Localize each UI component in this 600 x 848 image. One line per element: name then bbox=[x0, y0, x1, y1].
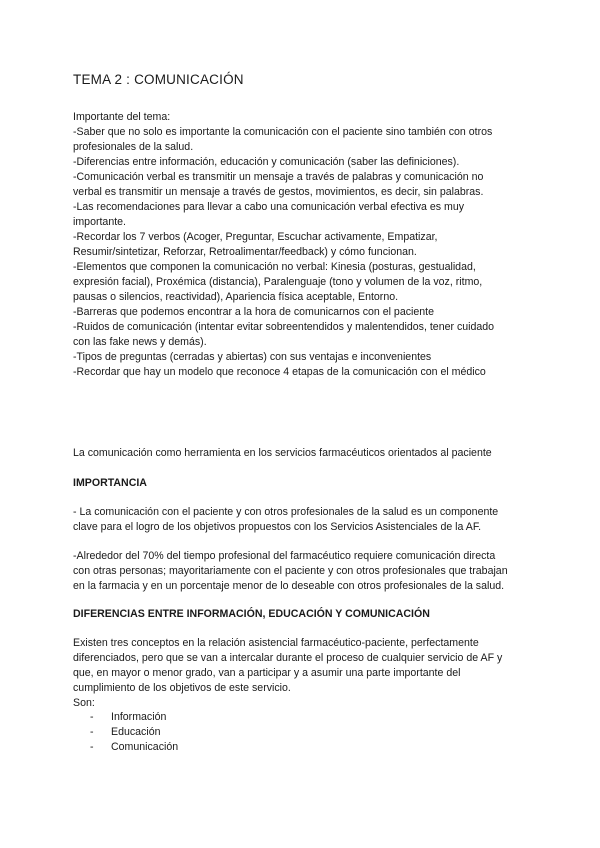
paragraph-line: Existen tres conceptos en la relación asistencial farmacéutico-paciente, perfectamente bbox=[73, 637, 479, 649]
list-item bbox=[90, 740, 178, 755]
list-item bbox=[90, 725, 178, 740]
paragraph-line: con otras personas; mayoritariamente con el paciente y con otros profesionales que trabajan bbox=[73, 565, 508, 577]
important-line: Resumir/sintetizar, Reforzar, Retroalimentar/feedback) y cómo funcionan. bbox=[73, 246, 417, 258]
importancia-paragraph-2 bbox=[73, 549, 533, 594]
important-line: -Ruidos de comunicación (intentar evitar sobreentendidos y malentendidos, tener cuidado bbox=[73, 321, 495, 333]
page-title: TEMA 2 : COMUNICACIÓN bbox=[73, 72, 244, 87]
important-line: -Recordar los 7 verbos (Acoger, Preguntar, Escuchar activamente, Empatizar, bbox=[73, 231, 438, 243]
diferencias-paragraph bbox=[73, 636, 533, 711]
important-line: verbal es transmitir un mensaje a través de gestos, movimientos, es decir, sin palabras. bbox=[73, 186, 484, 198]
important-line: importante. bbox=[73, 216, 126, 228]
paragraph-line: - La comunicación con el paciente y con otros profesionales de la salud es un componente bbox=[73, 506, 499, 518]
paragraph-line: -Alrededor del 70% del tiempo profesional del farmacéutico requiere comunicación directa bbox=[73, 550, 496, 562]
important-line: profesionales de la salud. bbox=[73, 141, 194, 153]
important-label: Importante del tema: bbox=[73, 111, 171, 123]
important-line: -Recordar que hay un modelo que reconoce 4 etapas de la comunicación con el médico bbox=[73, 366, 486, 378]
list-item bbox=[90, 710, 178, 725]
paragraph-line: en la farmacia y en un porcentaje menor de lo deseable con otros profesionales de la salud. bbox=[73, 580, 505, 592]
important-line: pausas o silencios, reactividad), Apariencia física aceptable, Entorno. bbox=[73, 291, 399, 303]
list-item-text: Comunicación bbox=[111, 741, 179, 753]
concepts-list bbox=[90, 710, 178, 755]
importancia-heading bbox=[73, 476, 533, 491]
diferencias-heading bbox=[73, 607, 533, 622]
important-line: con las fake news y demás). bbox=[73, 336, 207, 348]
important-line: -Comunicación verbal es transmitir un mensaje a través de palabras y comunicación no bbox=[73, 171, 484, 183]
paragraph-line: clave para el logro de los objetivos propuestos con los Servicios Asistenciales de la AF. bbox=[73, 521, 482, 533]
diferencias-heading-text: DIFERENCIAS ENTRE INFORMACIÓN, EDUCACIÓN Y COMUNICACIÓN bbox=[73, 608, 430, 620]
important-line: -Elementos que componen la comunicación no verbal: Kinesia (posturas, gestualidad, bbox=[73, 261, 476, 273]
subtitle-text: La comunicación como herramienta en los servicios farmacéuticos orientados al paciente bbox=[73, 447, 492, 459]
important-line: expresión facial), Proxémica (distancia), Paralenguaje (tono y volumen de la voz, ritmo, bbox=[73, 276, 483, 288]
bullet-dash: - bbox=[90, 711, 94, 723]
list-item-text: Información bbox=[111, 711, 167, 723]
bullet-dash: - bbox=[90, 726, 94, 738]
paragraph-line: cumplimiento de los objetivos de este servicio. bbox=[73, 682, 291, 694]
important-section bbox=[73, 110, 533, 380]
important-line: -Tipos de preguntas (cerradas y abiertas) con sus ventajas e inconvenientes bbox=[73, 351, 432, 363]
paragraph-line: diferenciados, pero que se van a intercalar durante el proceso de cualquier servicio de AF y bbox=[73, 652, 503, 664]
paragraph-line: Son: bbox=[73, 697, 95, 709]
important-line: -Diferencias entre información, educación y comunicación (saber las definiciones). bbox=[73, 156, 460, 168]
bullet-dash: - bbox=[90, 741, 94, 753]
important-line: -Barreras que podemos encontrar a la hora de comunicarnos con el paciente bbox=[73, 306, 434, 318]
section-subtitle bbox=[73, 446, 533, 461]
important-line: -Las recomendaciones para llevar a cabo una comunicación verbal efectiva es muy bbox=[73, 201, 465, 213]
importancia-paragraph-1 bbox=[73, 505, 533, 535]
paragraph-line: que, en mayor o menor grado, van a participar y a asumir una parte importante del bbox=[73, 667, 461, 679]
important-line: -Saber que no solo es importante la comunicación con el paciente sino también con otros bbox=[73, 126, 493, 138]
list-item-text: Educación bbox=[111, 726, 161, 738]
importancia-heading-text: IMPORTANCIA bbox=[73, 477, 147, 489]
